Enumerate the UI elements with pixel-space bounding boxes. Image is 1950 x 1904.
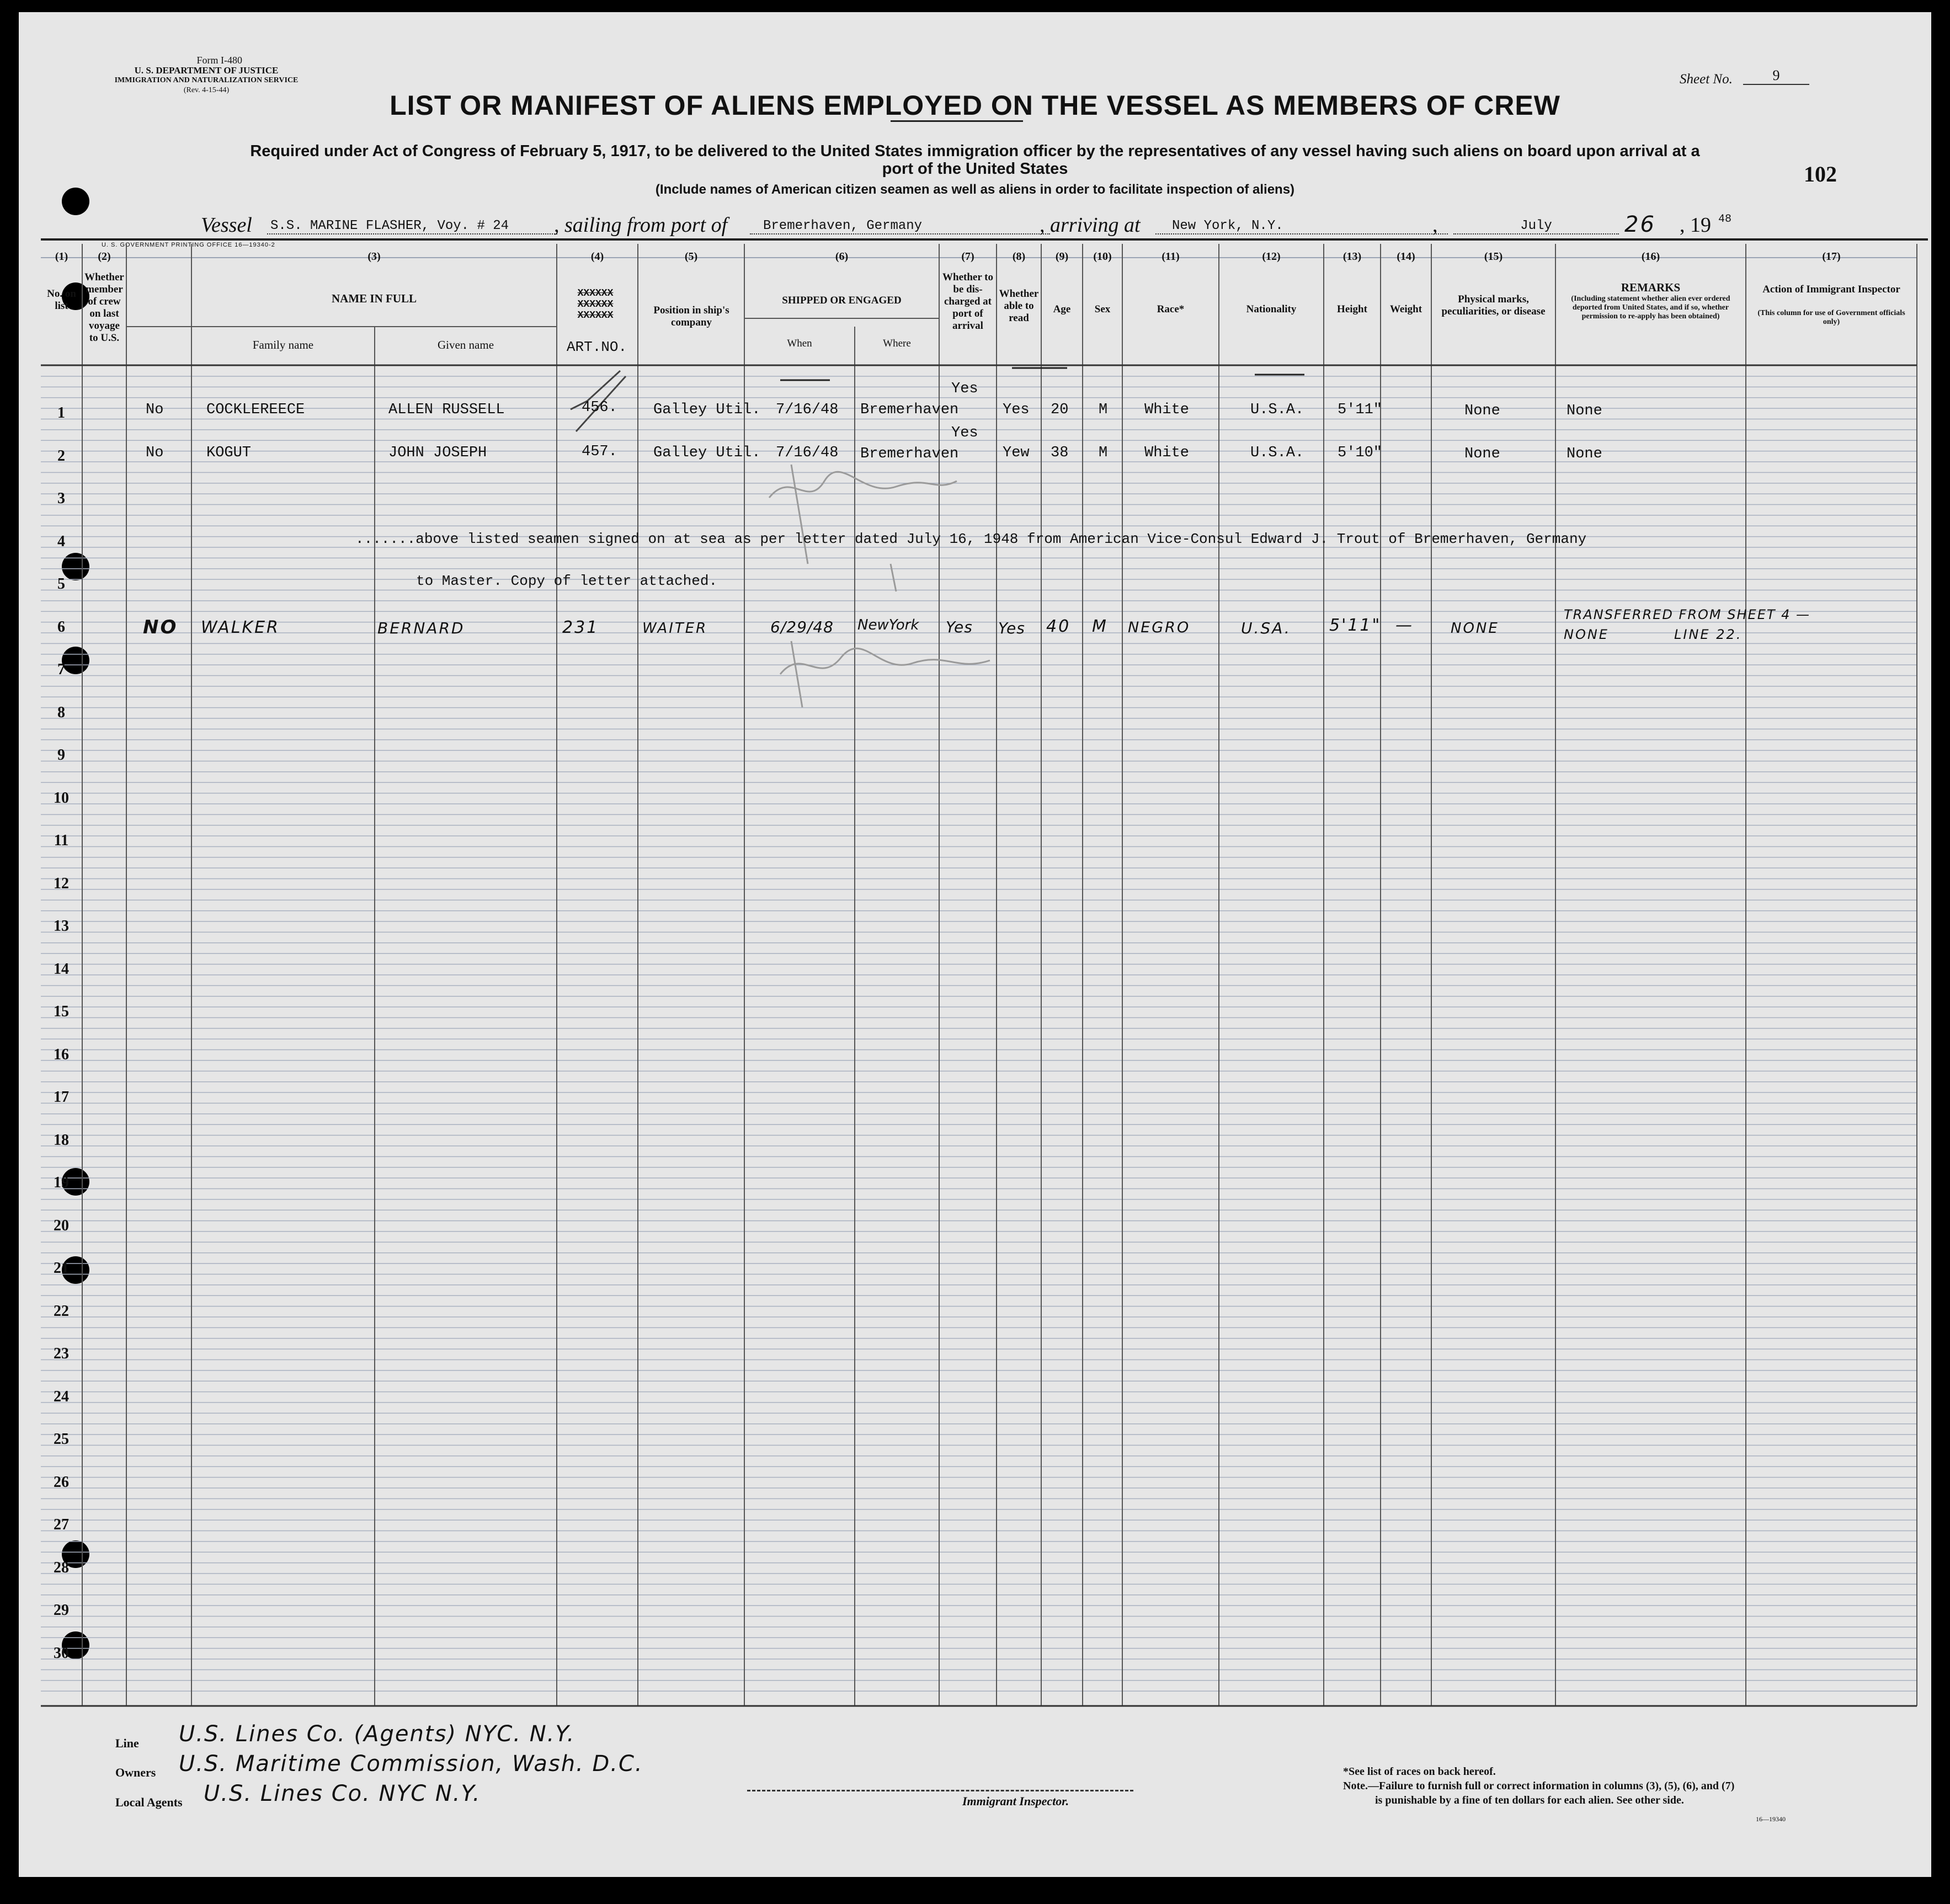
col-12-header: Nationality bbox=[1246, 303, 1297, 315]
family-name: WALKER bbox=[201, 618, 280, 637]
col-4-header: ART.NO. bbox=[566, 339, 627, 355]
age: 20 bbox=[1051, 402, 1069, 418]
able-to-read: Yes bbox=[1003, 402, 1030, 418]
col-16-num: (16) bbox=[1641, 250, 1660, 263]
row-number: 30 bbox=[54, 1644, 69, 1662]
footer-line-value: U.S. Lines Co. (Agents) NYC. N.Y. bbox=[179, 1721, 576, 1747]
nationality: U.SA. bbox=[1241, 619, 1291, 637]
shipped-where: Bremerhaven bbox=[860, 446, 959, 462]
col-6-num: (6) bbox=[835, 250, 849, 263]
col-9-header: Age bbox=[1053, 303, 1071, 315]
col-14-num: (14) bbox=[1397, 250, 1415, 263]
col-17-num: (17) bbox=[1822, 250, 1841, 263]
row-number: 25 bbox=[54, 1431, 69, 1448]
col-5-num: (5) bbox=[684, 250, 698, 263]
race: NEGRO bbox=[1128, 619, 1191, 636]
row-number: 5 bbox=[57, 575, 65, 593]
row-number: 2 bbox=[57, 447, 65, 465]
row-number: 17 bbox=[54, 1089, 69, 1106]
page-number: 102 bbox=[1804, 162, 1837, 186]
col-15-num: (15) bbox=[1484, 250, 1503, 263]
row-number: 22 bbox=[54, 1302, 69, 1320]
row-number: 19 bbox=[54, 1174, 69, 1191]
col-5-header: Position in ship's company bbox=[653, 305, 729, 328]
shipped-when: 6/29/48 bbox=[770, 618, 834, 636]
remarks: None bbox=[1567, 446, 1602, 462]
row-number: 27 bbox=[54, 1516, 69, 1533]
sailing-port: Bremerhaven, Germany bbox=[750, 218, 1050, 234]
age: 38 bbox=[1051, 445, 1069, 461]
row-number: 20 bbox=[54, 1217, 69, 1234]
art-no: 231 bbox=[562, 618, 599, 637]
row-number: 16 bbox=[54, 1046, 69, 1063]
shipped-when: 7/16/48 bbox=[776, 402, 839, 418]
height: 5'11" bbox=[1329, 616, 1382, 635]
nationality: U.S.A. bbox=[1250, 402, 1304, 418]
row-number: 15 bbox=[54, 1003, 69, 1020]
vessel-label: Vessel bbox=[201, 214, 252, 237]
row-number: 12 bbox=[54, 874, 69, 892]
col-14-header: Weight bbox=[1389, 303, 1422, 315]
position: Galley Util. bbox=[653, 402, 761, 418]
col-16-header: REMARKS bbox=[1621, 281, 1681, 294]
given-name: ALLEN RUSSELL bbox=[388, 402, 505, 418]
row-number: 21 bbox=[54, 1260, 69, 1277]
discharged: Yes bbox=[946, 618, 973, 636]
col-1-header: No. on list bbox=[47, 288, 76, 312]
row-number: 29 bbox=[54, 1602, 69, 1619]
crew-last-voyage: NO bbox=[143, 616, 178, 638]
comma: , bbox=[1432, 214, 1438, 237]
physical-marks: NONE bbox=[1451, 620, 1499, 637]
col-6-where: Where bbox=[883, 338, 911, 349]
row-number: 28 bbox=[54, 1559, 69, 1576]
sheet-no-label: Sheet No. bbox=[1680, 72, 1733, 87]
sheet-no-value: 9 bbox=[1743, 67, 1809, 85]
arriving-label: , arriving at bbox=[1040, 214, 1141, 237]
note-line-4: .......above listed seamen signed on at sea as per letter dated July 16, 1948 from American Vice-Consul Edward J. Trout of Bremerhaven, Germany bbox=[355, 531, 1587, 547]
subtitle: Required under Act of Congress of February 5, 1917, to be delivered to the United States immigration officer by the representatives of any vessel having such aliens on board upon arrival at a port of the United States (Include names of American citizen seamen as well as aliens in order to facilitate inspection of aliens) bbox=[250, 142, 1700, 197]
footer-owners-value: U.S. Maritime Commission, Wash. D.C. bbox=[179, 1751, 643, 1777]
row-number: 9 bbox=[57, 746, 65, 764]
crew-last-voyage: No bbox=[146, 402, 164, 418]
shipped-where: Bremerhaven bbox=[860, 402, 959, 418]
sex: M bbox=[1099, 445, 1108, 461]
col-2-num: (2) bbox=[98, 250, 111, 263]
row-number: 23 bbox=[54, 1345, 69, 1362]
height: 5'10" bbox=[1338, 445, 1383, 461]
crew-last-voyage: No bbox=[146, 445, 164, 461]
race: White bbox=[1144, 445, 1190, 461]
col-8-num: (8) bbox=[1012, 250, 1026, 263]
weight: — bbox=[1395, 616, 1414, 635]
height: 5'11" bbox=[1338, 402, 1383, 418]
family-name: KOGUT bbox=[206, 445, 252, 461]
manifest-page bbox=[19, 12, 1931, 1877]
col-6-header: SHIPPED OR ENGAGED bbox=[782, 295, 902, 306]
col-13-header: Height bbox=[1337, 303, 1367, 315]
col-4-struck: XXXXXX XXXXXX XXXXXX bbox=[577, 288, 614, 321]
physical-marks: None bbox=[1464, 403, 1500, 419]
row-number: 11 bbox=[54, 832, 69, 849]
row-number: 24 bbox=[54, 1388, 69, 1405]
nationality: U.S.A. bbox=[1250, 445, 1304, 461]
remarks: None bbox=[1567, 403, 1602, 419]
col-7-header: Whether to be dis-charged at port of arrival bbox=[942, 271, 993, 332]
col-8-header: Whether able to read bbox=[999, 288, 1039, 324]
row-number: 7 bbox=[57, 661, 65, 678]
row-number: 10 bbox=[54, 789, 69, 807]
transfer-note: TRANSFERRED FROM SHEET 4 — bbox=[1564, 607, 1811, 622]
row-number: 6 bbox=[57, 618, 65, 636]
row-number: 26 bbox=[54, 1473, 69, 1491]
arrival-port: New York, N.Y. bbox=[1155, 218, 1448, 234]
year-prefix: , 19 bbox=[1680, 214, 1711, 237]
physical-marks: None bbox=[1464, 446, 1500, 462]
col-3-header: NAME IN FULL bbox=[331, 292, 417, 305]
page-title: LIST OR MANIFEST OF ALIENS EMPLOYED ON THE VESSEL AS MEMBERS OF CREW bbox=[390, 90, 1560, 121]
row-number: 14 bbox=[54, 960, 69, 978]
col-9-num: (9) bbox=[1055, 250, 1069, 263]
row-number: 8 bbox=[57, 703, 65, 721]
row-number: 18 bbox=[54, 1131, 69, 1149]
arrival-month: July bbox=[1453, 218, 1619, 234]
given-name: BERNARD bbox=[377, 619, 465, 637]
discharged: Yes bbox=[951, 381, 978, 397]
art-no: 457. bbox=[582, 444, 617, 460]
arrival-day: 26 bbox=[1624, 212, 1656, 237]
footer-agents-value: U.S. Lines Co. NYC N.Y. bbox=[204, 1781, 481, 1806]
footer-owners-label: Owners bbox=[115, 1766, 156, 1779]
transfer-line: LINE 22. bbox=[1674, 627, 1743, 642]
inspector-signature-line bbox=[747, 1790, 1133, 1791]
footer-notes: *See list of races on back hereof. Note.—Failure to furnish full or correct information in columns (3), (5), (6), and (7) is punishable by a fine of ten dollars for each alien. See other side. bbox=[1343, 1766, 1735, 1806]
arrival-year: 48 bbox=[1718, 213, 1732, 226]
col-16-note: (Including statement whether alien ever ordered deported from United States, and if so, whether permission to re-apply has been obtained) bbox=[1571, 295, 1730, 321]
col-10-header: Sex bbox=[1094, 303, 1111, 315]
shipped-where: NewYork bbox=[857, 617, 919, 633]
col-7-num: (7) bbox=[961, 250, 974, 263]
col-10-num: (10) bbox=[1093, 250, 1112, 263]
sailing-label: , sailing from port of bbox=[554, 214, 728, 237]
shipped-when: 7/16/48 bbox=[776, 445, 839, 461]
row-number: 4 bbox=[57, 532, 65, 550]
position: Galley Util. bbox=[653, 445, 761, 461]
row-number: 1 bbox=[57, 404, 65, 422]
col-1-num: (1) bbox=[55, 250, 68, 263]
col-11-header: Race* bbox=[1157, 303, 1185, 315]
remarks: NONE bbox=[1564, 627, 1609, 642]
able-to-read: Yew bbox=[1003, 445, 1030, 461]
row-number: 3 bbox=[57, 490, 65, 507]
col-17-header: Action of Immigrant Inspector bbox=[1762, 284, 1900, 295]
form-id: Form I-480 bbox=[196, 55, 242, 66]
sex: M bbox=[1099, 402, 1108, 418]
form-agency: U. S. DEPARTMENT OF JUSTICE IMMIGRATION AND NATURALIZATION SERVICE (Rev. 4-15-44) bbox=[114, 65, 299, 94]
col-3-given-name: Given name bbox=[437, 338, 494, 351]
able-to-read: Yes bbox=[998, 619, 1025, 637]
inspector-label: Immigrant Inspector. bbox=[962, 1794, 1069, 1808]
footer-agents-label: Local Agents bbox=[115, 1795, 183, 1809]
footer-code: 16—19340 bbox=[1756, 1815, 1786, 1823]
sex: M bbox=[1092, 617, 1108, 636]
race: White bbox=[1144, 402, 1190, 418]
vessel-value: S.S. MARINE FLASHER, Voy. # 24 bbox=[267, 218, 557, 234]
col-11-num: (11) bbox=[1162, 250, 1180, 263]
note-line-5: to Master. Copy of letter attached. bbox=[416, 573, 718, 589]
row-number: 13 bbox=[54, 918, 69, 935]
col-3-num: (3) bbox=[367, 250, 381, 263]
footer-line-label: Line bbox=[115, 1736, 139, 1750]
age: 40 bbox=[1046, 617, 1071, 636]
col-3-family-name: Family name bbox=[252, 338, 314, 351]
col-6-when: When bbox=[787, 338, 812, 349]
col-4-num: (4) bbox=[590, 250, 604, 263]
discharged: Yes bbox=[951, 425, 978, 441]
family-name: COCKLEREECE bbox=[206, 402, 305, 418]
col-17-note: (This column for use of Government officials only) bbox=[1757, 309, 1905, 326]
printer-note: U. S. GOVERNMENT PRINTING OFFICE 16—19340-2 bbox=[102, 242, 275, 248]
col-2-header: Whether member of crew on last voyage to U.S. bbox=[84, 271, 124, 344]
col-15-header: Physical marks, peculiarities, or disease bbox=[1441, 294, 1546, 317]
col-13-num: (13) bbox=[1342, 250, 1362, 263]
given-name: JOHN JOSEPH bbox=[388, 445, 487, 461]
position: WAITER bbox=[642, 620, 708, 637]
col-12-num: (12) bbox=[1262, 250, 1281, 263]
art-no: 456. bbox=[582, 399, 617, 416]
